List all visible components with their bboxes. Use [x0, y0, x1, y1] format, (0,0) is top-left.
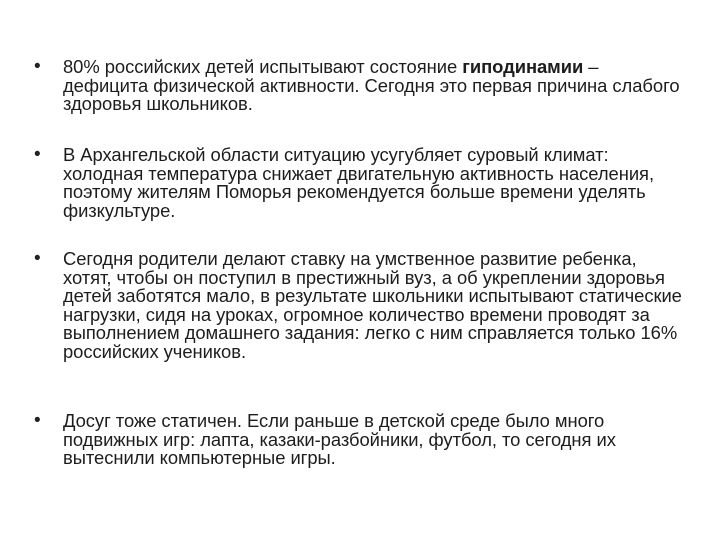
bullet-text: Досуг тоже статичен. Если раньше в детской среде было много подвижных игр: лапта, казаки-разбойники, футбол, то сегодня их вытеснили компьютерные игры.: [63, 410, 616, 468]
bullet-marker: •: [34, 248, 41, 269]
bullet-text-part: 80% российских детей испытывают состояние: [63, 56, 463, 77]
bullet-text-part: – дефицита физической активности. Сегодня это первая причина слабого здоровья школьников.: [63, 56, 680, 114]
bullet-marker: •: [34, 56, 41, 77]
bullet-text: В Архангельской области ситуацию усугубляет суровый климат: холодная температура снижает двигательную активность населения, поэтому жителям Поморья рекомендуется больше времени уделять физкультуре.: [63, 144, 655, 221]
bullet-marker: •: [34, 410, 41, 431]
bullet-text: Сегодня родители делают ставку на умственное развитие ребенка, хотят, чтобы он поступил в престижный вуз, а об укреплении здоровья детей заботятся мало, в результате школьники испытывают статические нагрузки, сидя на уроках, огромное количество времени проводят за выполнением домашнего задания: легко с ним справляется только 16% российских учеников.: [63, 248, 682, 362]
bullet-marker: •: [34, 144, 41, 165]
bullet-text-bold: гиподинамии: [462, 56, 584, 77]
bullet-text: [63, 58, 683, 114]
